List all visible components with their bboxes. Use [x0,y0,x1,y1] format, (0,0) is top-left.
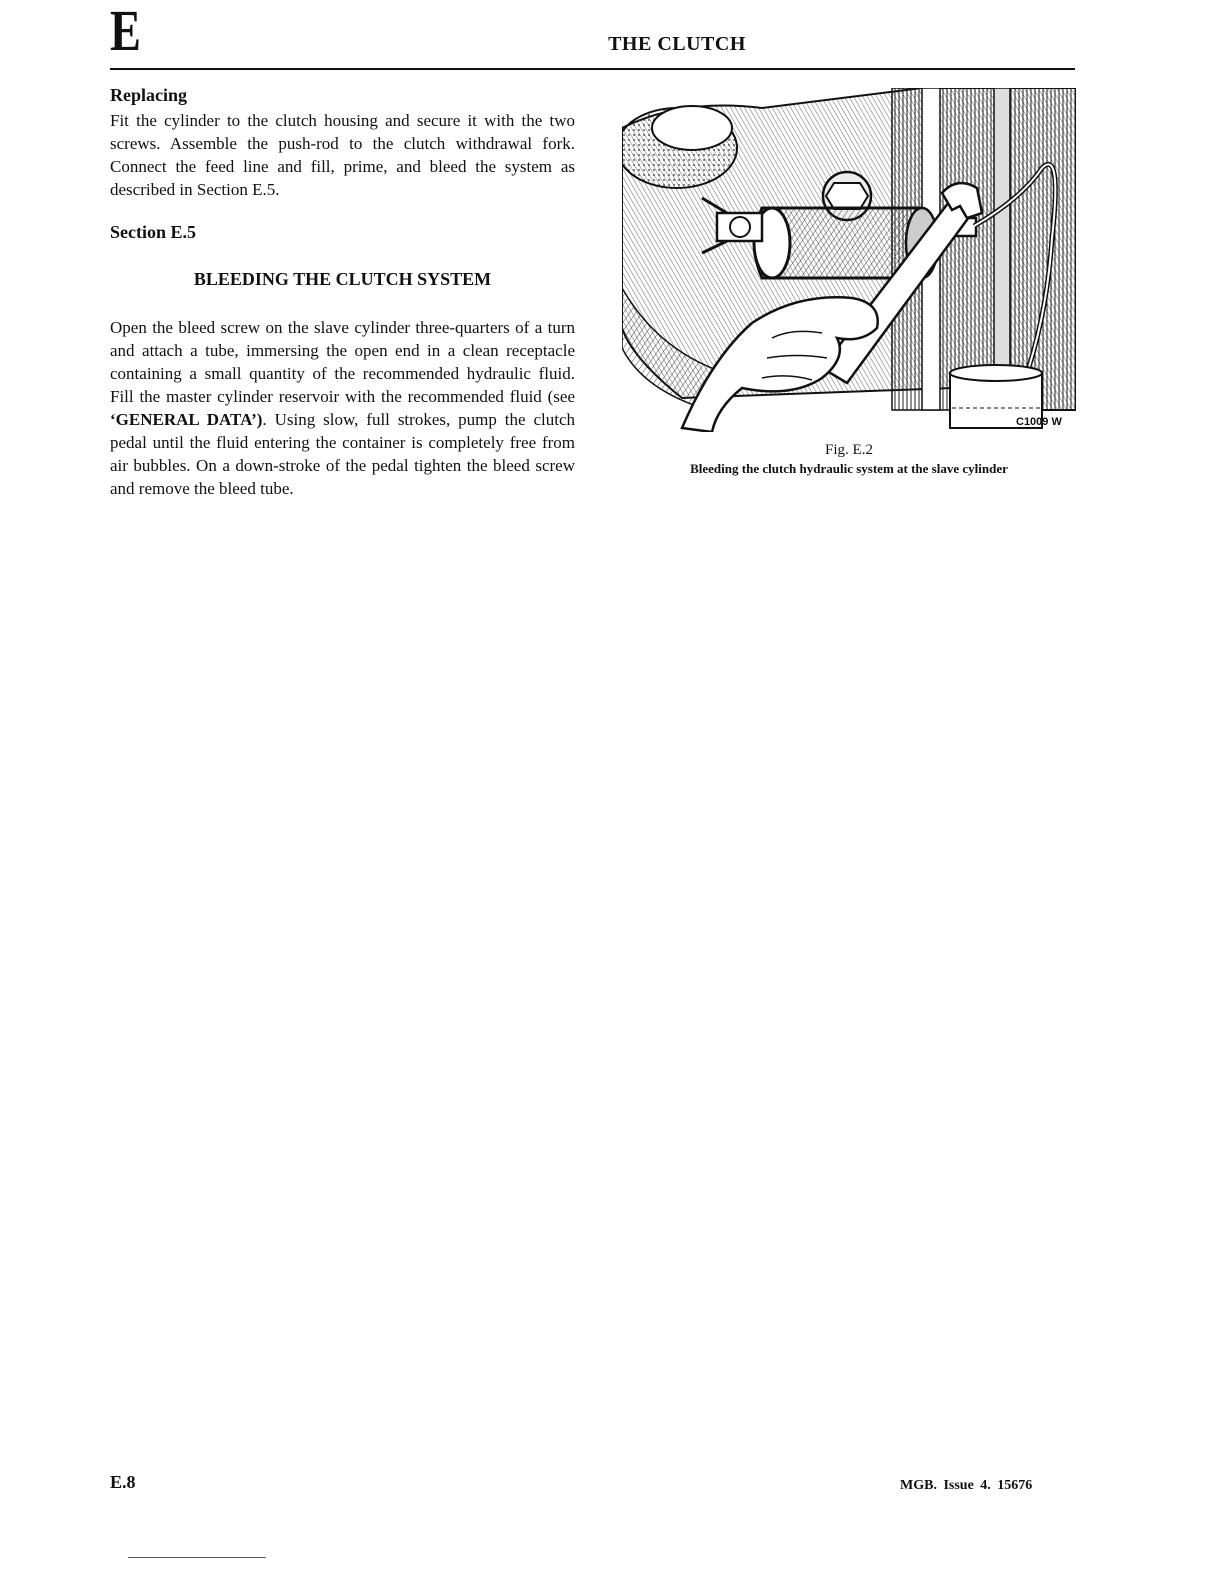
section-heading: Section E.5 [110,222,197,242]
bleeding-text-1: Open the bleed screw on the slave cylinder three-quarters of a turn and attach a tube, immersing the open end in a clean receptacle containing a small quantity of the recommended hydraulic fluid. Fill the master cylinder reservoir with the recommended fluid (see [110,318,575,406]
figure-label: Fig. E.2 [825,442,873,458]
replacing-heading: Replacing [110,85,188,105]
bleeding-title: BLEEDING THE CLUTCH SYSTEM [193,269,492,289]
figure-code: C1009 W [1016,416,1062,428]
page-number: E.8 [110,1472,136,1492]
issue-info: MGB. Issue 4. 15676 [900,1478,1033,1493]
clutch-bleeding-illustration [622,88,1076,432]
bleeding-text-2: . Using slow, full strokes, pump the clutch pedal until the fluid entering the container is completely free from air bubbles. On a down-stroke of the pedal tighten the bleed screw and remove the bleed tube. [110,410,575,498]
replacing-paragraph: Fit the cylinder to the clutch housing and secure it with the two screws. Assemble the push-rod to the clutch withdrawal fork. Connect the feed line and fill, prime, and bleed the system as described in Section E.5. [110,111,575,199]
bottom-rule [128,1557,266,1558]
page-title: THE CLUTCH [608,33,746,55]
general-data-reference: ‘GENERAL DATA’) [110,410,263,429]
section-letter: E [110,0,141,63]
bleeding-paragraph [110,316,575,500]
figure-caption: Bleeding the clutch hydraulic system at the slave cylinder [690,461,1008,476]
header-rule [110,68,1075,70]
